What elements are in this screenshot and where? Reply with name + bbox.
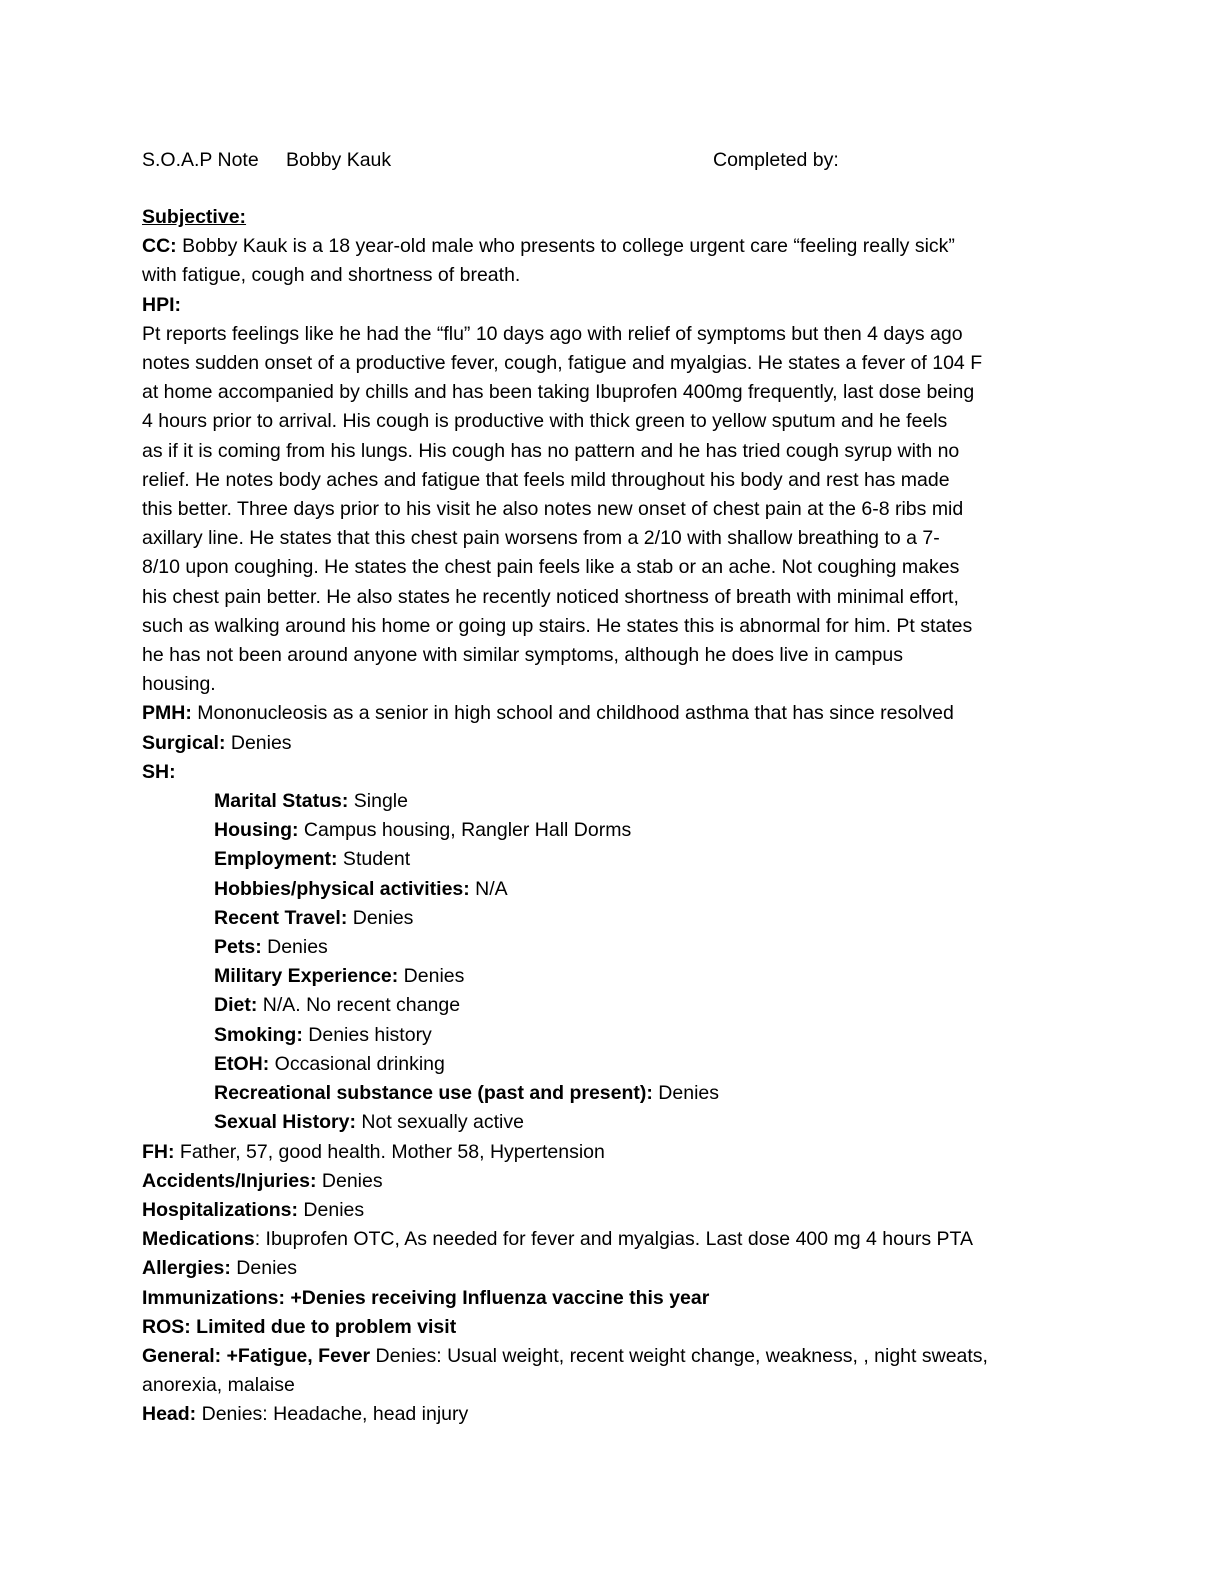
cc-line-1 — [142, 232, 1082, 261]
hpi-line: notes sudden onset of a productive fever, cough, fatigue and myalgias. He states a fever of 104 F — [142, 352, 983, 375]
surgical-label: Surgical: — [142, 731, 226, 754]
sh-item-label: Diet: — [214, 994, 258, 1017]
sh-item-value: Not sexually active — [355, 1111, 524, 1134]
sh-item-housing — [142, 816, 1082, 845]
sh-item-value: Denies — [347, 906, 414, 929]
hpi-line: housing. — [142, 673, 216, 696]
surgical-text: Denies — [225, 731, 292, 754]
pmh-text: Mononucleosis as a senior in high school and childhood asthma that has since resolved — [191, 702, 954, 725]
subjective-heading: Subjective: — [142, 206, 247, 228]
accidents-label: Accidents/Injuries: — [142, 1169, 317, 1192]
sh-item-label: Sexual History: — [214, 1111, 356, 1134]
sh-item-smoking — [142, 1021, 1082, 1050]
sh-item-label: EtOH: — [214, 1052, 270, 1075]
cc-text-1: Bobby Kauk is a 18 year-old male who presents to college urgent care “feeling really sick” — [176, 235, 955, 258]
sh-item-label: Military Experience: — [214, 965, 399, 988]
medications-line — [142, 1225, 1082, 1254]
sh-item-value: Student — [337, 848, 411, 871]
hpi-line: 4 hours prior to arrival. His cough is productive with thick green to yellow sputum and he feels — [142, 410, 948, 433]
sh-item-value: Campus housing, Rangler Hall Dorms — [298, 819, 632, 842]
sh-label: SH: — [142, 760, 176, 783]
general-text-1: Denies: Usual weight, recent weight change, weakness, , night sweats, — [370, 1344, 988, 1367]
note-body — [142, 203, 1082, 1430]
sh-item-employment — [142, 845, 1082, 874]
hpi-line: at home accompanied by chills and has been taking Ibuprofen 400mg frequently, last dose being — [142, 381, 975, 404]
sh-item-value: Denies — [652, 1082, 719, 1105]
hospitalizations-label: Hospitalizations: — [142, 1198, 299, 1221]
allergies-line — [142, 1254, 1082, 1283]
sh-item-hobbies — [142, 875, 1082, 904]
hpi-label: HPI: — [142, 293, 181, 316]
note-header — [142, 146, 1102, 174]
sh-item-value: N/A. No recent change — [257, 994, 461, 1017]
medications-label: Medications — [142, 1228, 255, 1251]
note-title: S.O.A.P Note — [142, 149, 259, 171]
head-text: Denies: Headache, head injury — [196, 1403, 469, 1426]
sh-item-label: Hobbies/physical activities: — [214, 877, 470, 900]
pmh-line — [142, 699, 1082, 728]
sh-item-value: Denies — [398, 965, 465, 988]
head-line — [142, 1400, 1082, 1429]
sh-item-value: Denies history — [302, 1023, 432, 1046]
fh-text: Father, 57, good health. Mother 58, Hypertension — [174, 1140, 605, 1163]
sh-item-marital-status — [142, 787, 1082, 816]
sh-item-value: Occasional drinking — [269, 1052, 445, 1075]
hpi-line: as if it is coming from his lungs. His cough has no pattern and he has tried cough syrup with no — [142, 439, 960, 462]
accidents-text: Denies — [316, 1169, 383, 1192]
allergies-text: Denies — [230, 1257, 297, 1280]
hpi-line: 8/10 upon coughing. He states the chest pain feels like a stab or an ache. Not coughing makes — [142, 556, 960, 579]
hpi-line: his chest pain better. He also states he recently noticed shortness of breath with minimal effort, — [142, 585, 959, 608]
sh-item-etoh — [142, 1050, 1082, 1079]
fh-line — [142, 1138, 1082, 1167]
completed-by-label: Completed by: — [713, 149, 839, 171]
medications-text: : Ibuprofen OTC, As needed for fever and myalgias. Last dose 400 mg 4 hours PTA — [254, 1228, 973, 1251]
fh-label: FH: — [142, 1140, 175, 1163]
general-line-2: anorexia, malaise — [142, 1374, 295, 1397]
hpi-line: such as walking around his home or going up stairs. He states this is abnormal for him. Pt states — [142, 614, 973, 637]
allergies-label: Allergies: — [142, 1257, 231, 1280]
sh-item-label: Recent Travel: — [214, 906, 348, 929]
cc-line-2: with fatigue, cough and shortness of breath. — [142, 264, 521, 287]
sh-item-label: Pets: — [214, 936, 262, 959]
sh-item-recent-travel — [142, 904, 1082, 933]
ros-line: ROS: Limited due to problem visit — [142, 1315, 457, 1338]
hpi-line: Pt reports feelings like he had the “flu” 10 days ago with relief of symptoms but then 4 days ago — [142, 322, 963, 345]
cc-label: CC: — [142, 235, 177, 258]
sh-item-value: Single — [348, 790, 408, 813]
general-line-1 — [142, 1342, 1082, 1371]
immunizations-line: Immunizations: +Denies receiving Influenza vaccine this year — [142, 1286, 710, 1309]
patient-name: Bobby Kauk — [286, 149, 392, 171]
pmh-label: PMH: — [142, 702, 192, 725]
sh-item-label: Housing: — [214, 819, 299, 842]
sh-item-value: N/A — [469, 877, 508, 900]
head-label: Head: — [142, 1403, 197, 1426]
hpi-line: this better. Three days prior to his visit he also notes new onset of chest pain at the 6-8 ribs mid — [142, 498, 964, 521]
surgical-line — [142, 729, 1082, 758]
sh-item-label: Marital Status: — [214, 790, 349, 813]
sh-item-pets — [142, 933, 1082, 962]
sh-item-substance-use — [142, 1079, 1082, 1108]
sh-item-diet — [142, 991, 1082, 1020]
sh-item-value: Denies — [261, 936, 328, 959]
sh-item-military — [142, 962, 1082, 991]
sh-item-label: Smoking: — [214, 1023, 303, 1046]
hpi-line: relief. He notes body aches and fatigue that feels mild throughout his body and rest has made — [142, 468, 950, 491]
accidents-line — [142, 1167, 1082, 1196]
hospitalizations-text: Denies — [298, 1198, 365, 1221]
hpi-line: he has not been around anyone with similar symptoms, although he does live in campus — [142, 644, 903, 667]
general-label: General: +Fatigue, Fever — [142, 1344, 371, 1367]
hospitalizations-line — [142, 1196, 1082, 1225]
hpi-line: axillary line. He states that this chest pain worsens from a 2/10 with shallow breathing to a 7- — [142, 527, 940, 550]
sh-item-label: Recreational substance use (past and present): — [214, 1082, 653, 1105]
sh-item-sexual-history — [142, 1108, 1082, 1137]
sh-item-label: Employment: — [214, 848, 338, 871]
